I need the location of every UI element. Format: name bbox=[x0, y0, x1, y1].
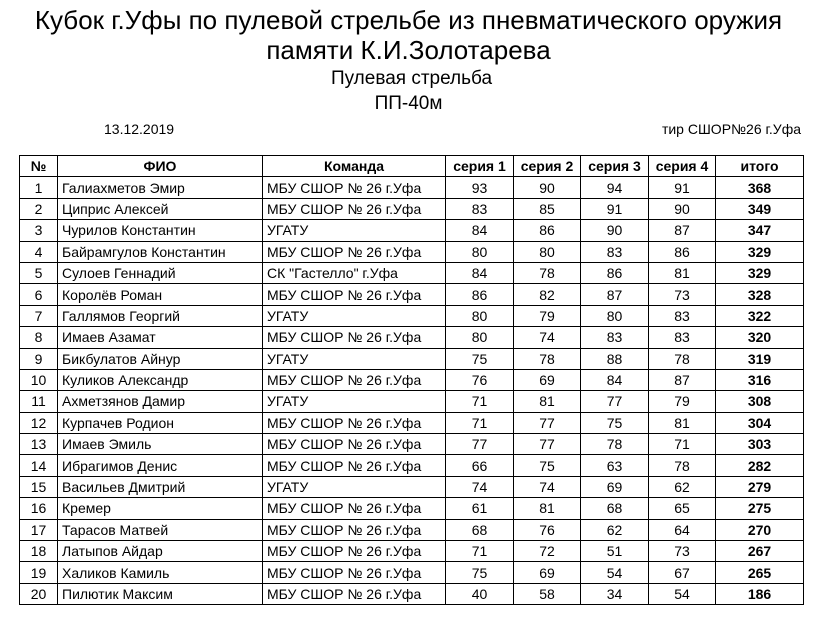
team-name: МБУ СШОР № 26 г.Уфа bbox=[263, 562, 446, 583]
results-table-body bbox=[20, 177, 804, 605]
series-3-score: 54 bbox=[581, 562, 649, 583]
total-score: 319 bbox=[716, 348, 804, 369]
team-name: МБУ СШОР № 26 г.Уфа bbox=[263, 519, 446, 540]
series-4-score: 78 bbox=[649, 455, 716, 476]
series-4-score: 81 bbox=[649, 262, 716, 283]
series-2-score: 77 bbox=[514, 412, 581, 433]
row-number: 5 bbox=[20, 262, 58, 283]
series-3-score: 34 bbox=[581, 583, 649, 604]
team-name: МБУ СШОР № 26 г.Уфа bbox=[263, 284, 446, 305]
athlete-name: Имаев Азамат bbox=[58, 327, 263, 348]
series-2-score: 69 bbox=[514, 369, 581, 390]
table-row bbox=[20, 241, 804, 262]
series-4-score: 62 bbox=[649, 476, 716, 497]
table-row bbox=[20, 455, 804, 476]
total-score: 320 bbox=[716, 327, 804, 348]
series-4-score: 67 bbox=[649, 562, 716, 583]
row-number: 11 bbox=[20, 391, 58, 412]
table-row bbox=[20, 391, 804, 412]
document-title: Кубок г.Уфы по пулевой стрельбе из пневматического оружия bbox=[34, 5, 783, 35]
table-row bbox=[20, 369, 804, 390]
series-2-score: 72 bbox=[514, 541, 581, 562]
series-4-score: 87 bbox=[649, 369, 716, 390]
row-number: 17 bbox=[20, 519, 58, 540]
team-name: МБУ СШОР № 26 г.Уфа bbox=[263, 541, 446, 562]
athlete-name: Бикбулатов Айнур bbox=[58, 348, 263, 369]
series-1-score: 74 bbox=[446, 476, 514, 497]
series-4-score: 78 bbox=[649, 348, 716, 369]
series-3-score: 91 bbox=[581, 198, 649, 219]
team-name: УГАТУ bbox=[263, 476, 446, 497]
series-2-score: 79 bbox=[514, 305, 581, 326]
series-3-score: 87 bbox=[581, 284, 649, 305]
column-header-number: № bbox=[20, 156, 58, 177]
series-2-score: 90 bbox=[514, 177, 581, 198]
event-venue: тир СШОР№26 г.Уфа bbox=[661, 121, 801, 137]
series-4-score: 90 bbox=[649, 198, 716, 219]
series-2-score: 74 bbox=[514, 327, 581, 348]
row-number: 12 bbox=[20, 412, 58, 433]
total-score: 279 bbox=[716, 476, 804, 497]
series-1-score: 80 bbox=[446, 327, 514, 348]
athlete-name: Курпачев Родион bbox=[58, 412, 263, 433]
team-name: МБУ СШОР № 26 г.Уфа bbox=[263, 327, 446, 348]
series-2-score: 76 bbox=[514, 519, 581, 540]
table-row bbox=[20, 476, 804, 497]
event-date: 13.12.2019 bbox=[104, 121, 175, 137]
series-3-score: 88 bbox=[581, 348, 649, 369]
series-4-score: 83 bbox=[649, 305, 716, 326]
athlete-name: Галиахметов Эмир bbox=[58, 177, 263, 198]
table-row bbox=[20, 177, 804, 198]
athlete-name: Ахметзянов Дамир bbox=[58, 391, 263, 412]
series-3-score: 84 bbox=[581, 369, 649, 390]
total-score: 265 bbox=[716, 562, 804, 583]
athlete-name: Куликов Александр bbox=[58, 369, 263, 390]
series-4-score: 64 bbox=[649, 519, 716, 540]
document-title-line2: памяти К.И.Золотарева bbox=[266, 35, 551, 65]
total-score: 275 bbox=[716, 498, 804, 519]
series-1-score: 80 bbox=[446, 305, 514, 326]
row-number: 20 bbox=[20, 583, 58, 604]
row-number: 18 bbox=[20, 541, 58, 562]
team-name: УГАТУ bbox=[263, 348, 446, 369]
series-3-score: 80 bbox=[581, 305, 649, 326]
series-2-score: 86 bbox=[514, 220, 581, 241]
series-1-score: 68 bbox=[446, 519, 514, 540]
total-score: 270 bbox=[716, 519, 804, 540]
total-score: 308 bbox=[716, 391, 804, 412]
row-number: 13 bbox=[20, 434, 58, 455]
series-4-score: 83 bbox=[649, 327, 716, 348]
series-2-score: 69 bbox=[514, 562, 581, 583]
series-3-score: 83 bbox=[581, 241, 649, 262]
table-row bbox=[20, 412, 804, 433]
series-1-score: 84 bbox=[446, 262, 514, 283]
series-1-score: 75 bbox=[446, 348, 514, 369]
total-score: 347 bbox=[716, 220, 804, 241]
team-name: УГАТУ bbox=[263, 220, 446, 241]
team-name: МБУ СШОР № 26 г.Уфа bbox=[263, 583, 446, 604]
team-name: МБУ СШОР № 26 г.Уфа bbox=[263, 369, 446, 390]
series-2-score: 80 bbox=[514, 241, 581, 262]
column-header-series-4: серия 4 bbox=[649, 156, 716, 177]
team-name: СК "Гастелло" г.Уфа bbox=[263, 262, 446, 283]
series-1-score: 77 bbox=[446, 434, 514, 455]
total-score: 322 bbox=[716, 305, 804, 326]
table-row bbox=[20, 498, 804, 519]
series-3-score: 75 bbox=[581, 412, 649, 433]
series-4-score: 79 bbox=[649, 391, 716, 412]
series-2-score: 78 bbox=[514, 262, 581, 283]
team-name: УГАТУ bbox=[263, 305, 446, 326]
column-header-team: Команда bbox=[263, 156, 446, 177]
column-header-name: ФИО bbox=[58, 156, 263, 177]
series-2-score: 77 bbox=[514, 434, 581, 455]
team-name: МБУ СШОР № 26 г.Уфа bbox=[263, 434, 446, 455]
table-row bbox=[20, 262, 804, 283]
series-2-score: 75 bbox=[514, 455, 581, 476]
series-3-score: 62 bbox=[581, 519, 649, 540]
row-number: 8 bbox=[20, 327, 58, 348]
row-number: 14 bbox=[20, 455, 58, 476]
table-row bbox=[20, 519, 804, 540]
column-header-series-1: серия 1 bbox=[446, 156, 514, 177]
row-number: 9 bbox=[20, 348, 58, 369]
total-score: 186 bbox=[716, 583, 804, 604]
team-name: УГАТУ bbox=[263, 391, 446, 412]
series-4-score: 73 bbox=[649, 284, 716, 305]
team-name: МБУ СШОР № 26 г.Уфа bbox=[263, 177, 446, 198]
row-number: 7 bbox=[20, 305, 58, 326]
series-3-score: 63 bbox=[581, 455, 649, 476]
series-1-score: 80 bbox=[446, 241, 514, 262]
series-4-score: 91 bbox=[649, 177, 716, 198]
table-row bbox=[20, 198, 804, 219]
series-2-score: 58 bbox=[514, 583, 581, 604]
team-name: МБУ СШОР № 26 г.Уфа bbox=[263, 241, 446, 262]
series-3-score: 78 bbox=[581, 434, 649, 455]
series-2-score: 82 bbox=[514, 284, 581, 305]
table-row bbox=[20, 348, 804, 369]
series-1-score: 76 bbox=[446, 369, 514, 390]
series-4-score: 65 bbox=[649, 498, 716, 519]
series-3-score: 86 bbox=[581, 262, 649, 283]
total-score: 329 bbox=[716, 262, 804, 283]
row-number: 15 bbox=[20, 476, 58, 497]
column-header-series-3: серия 3 bbox=[581, 156, 649, 177]
total-score: 329 bbox=[716, 241, 804, 262]
table-row bbox=[20, 327, 804, 348]
series-3-score: 94 bbox=[581, 177, 649, 198]
series-1-score: 83 bbox=[446, 198, 514, 219]
total-score: 349 bbox=[716, 198, 804, 219]
series-3-score: 90 bbox=[581, 220, 649, 241]
athlete-name: Халиков Камиль bbox=[58, 562, 263, 583]
series-1-score: 40 bbox=[446, 583, 514, 604]
row-number: 2 bbox=[20, 198, 58, 219]
row-number: 1 bbox=[20, 177, 58, 198]
athlete-name: Васильев Дмитрий bbox=[58, 476, 263, 497]
series-3-score: 69 bbox=[581, 476, 649, 497]
total-score: 303 bbox=[716, 434, 804, 455]
table-row bbox=[20, 541, 804, 562]
column-header-total: итого bbox=[716, 156, 804, 177]
series-2-score: 74 bbox=[514, 476, 581, 497]
athlete-name: Кремер bbox=[58, 498, 263, 519]
series-1-score: 66 bbox=[446, 455, 514, 476]
athlete-name: Тарасов Матвей bbox=[58, 519, 263, 540]
series-4-score: 71 bbox=[649, 434, 716, 455]
athlete-name: Байрамгулов Константин bbox=[58, 241, 263, 262]
team-name: МБУ СШОР № 26 г.Уфа bbox=[263, 498, 446, 519]
column-header-series-2: серия 2 bbox=[514, 156, 581, 177]
table-row bbox=[20, 220, 804, 241]
team-name: МБУ СШОР № 26 г.Уфа bbox=[263, 412, 446, 433]
series-2-score: 81 bbox=[514, 498, 581, 519]
series-1-score: 86 bbox=[446, 284, 514, 305]
series-4-score: 87 bbox=[649, 220, 716, 241]
series-2-score: 85 bbox=[514, 198, 581, 219]
series-1-score: 71 bbox=[446, 412, 514, 433]
series-1-score: 71 bbox=[446, 541, 514, 562]
series-4-score: 86 bbox=[649, 241, 716, 262]
series-3-score: 68 bbox=[581, 498, 649, 519]
table-row bbox=[20, 434, 804, 455]
table-row bbox=[20, 284, 804, 305]
team-name: МБУ СШОР № 26 г.Уфа bbox=[263, 455, 446, 476]
table-row bbox=[20, 305, 804, 326]
total-score: 282 bbox=[716, 455, 804, 476]
event-subtitle: ПП-40м bbox=[374, 93, 443, 114]
results-table bbox=[19, 155, 804, 605]
row-number: 3 bbox=[20, 220, 58, 241]
series-4-score: 73 bbox=[649, 541, 716, 562]
series-1-score: 93 bbox=[446, 177, 514, 198]
row-number: 16 bbox=[20, 498, 58, 519]
table-row bbox=[20, 562, 804, 583]
athlete-name: Латыпов Айдар bbox=[58, 541, 263, 562]
athlete-name: Имаев Эмиль bbox=[58, 434, 263, 455]
athlete-name: Галлямов Георгий bbox=[58, 305, 263, 326]
athlete-name: Чурилов Константин bbox=[58, 220, 263, 241]
row-number: 19 bbox=[20, 562, 58, 583]
total-score: 328 bbox=[716, 284, 804, 305]
series-2-score: 81 bbox=[514, 391, 581, 412]
team-name: МБУ СШОР № 26 г.Уфа bbox=[263, 198, 446, 219]
series-4-score: 81 bbox=[649, 412, 716, 433]
table-row bbox=[20, 583, 804, 604]
series-3-score: 77 bbox=[581, 391, 649, 412]
series-3-score: 51 bbox=[581, 541, 649, 562]
row-number: 6 bbox=[20, 284, 58, 305]
total-score: 267 bbox=[716, 541, 804, 562]
row-number: 10 bbox=[20, 369, 58, 390]
discipline-subtitle: Пулевая стрельба bbox=[330, 68, 493, 89]
series-4-score: 54 bbox=[649, 583, 716, 604]
series-1-score: 61 bbox=[446, 498, 514, 519]
total-score: 316 bbox=[716, 369, 804, 390]
athlete-name: Ибрагимов Денис bbox=[58, 455, 263, 476]
athlete-name: Королёв Роман bbox=[58, 284, 263, 305]
athlete-name: Пилютик Максим bbox=[58, 583, 263, 604]
athlete-name: Циприс Алексей bbox=[58, 198, 263, 219]
series-3-score: 83 bbox=[581, 327, 649, 348]
athlete-name: Сулоев Геннадий bbox=[58, 262, 263, 283]
series-1-score: 84 bbox=[446, 220, 514, 241]
total-score: 368 bbox=[716, 177, 804, 198]
row-number: 4 bbox=[20, 241, 58, 262]
series-1-score: 75 bbox=[446, 562, 514, 583]
series-1-score: 71 bbox=[446, 391, 514, 412]
table-header-row bbox=[20, 156, 804, 177]
total-score: 304 bbox=[716, 412, 804, 433]
series-2-score: 78 bbox=[514, 348, 581, 369]
